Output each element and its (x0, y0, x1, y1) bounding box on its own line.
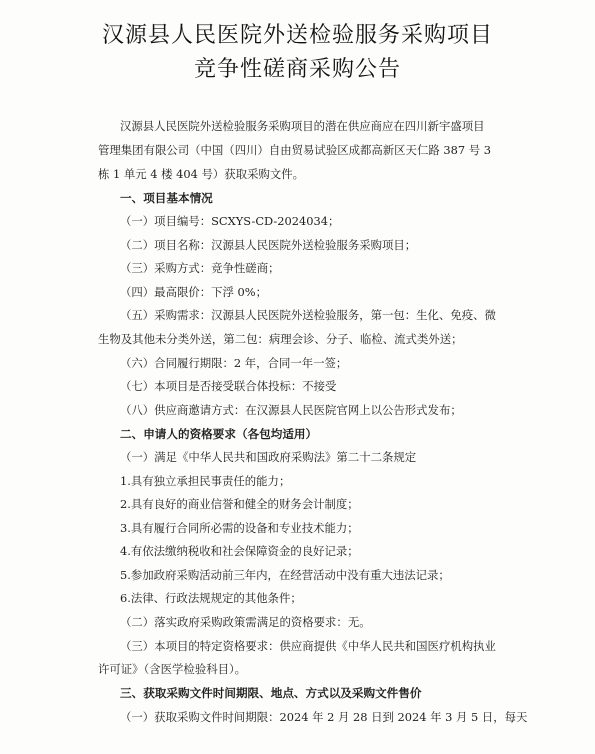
basic-info-line: 生物及其他未分类外送，第二包：病理会诊、分子、临检、流式类外送； (98, 332, 463, 346)
basic-info-line: （八）供应商邀请方式：在汉源县人民医院官网上以公告形式发布； (120, 403, 462, 417)
intro-line: 栋 1 单元 4 楼 404 号）获取采购文件。 (98, 167, 305, 181)
requirement-line: 6.法律、行政法规规定的其他条件； (120, 591, 302, 605)
requirement-line: （二）落实政府采购政策需满足的资格要求：无。 (120, 615, 371, 629)
requirement-line: 5.参加政府采购活动前三年内，在经营活动中没有重大违法记录； (120, 568, 450, 582)
requirement-line: 3.具有履行合同所必需的设备和专业技术能力； (120, 521, 359, 535)
requirement-line: （三）本项目的特定资格要求：供应商提供《中华人民共和国医疗机构执业 (120, 639, 496, 653)
basic-info-line: （三）采购方式：竞争性磋商； (120, 261, 280, 275)
requirement-line: 许可证》（含医学检验科目）。 (98, 662, 247, 676)
requirement-line: 2.具有良好的商业信誉和健全的财务会计制度； (120, 497, 359, 511)
basic-info-line: （一）项目编号：SCXYS-CD-2024034； (120, 214, 340, 228)
time-limit-line: （一）获取采购文件时间期限：2024 年 2 月 28 日到 2024 年 3 月 5 日，每天 (120, 710, 528, 724)
document-title-line-2: 竞争性磋商采购公告 (193, 57, 401, 82)
basic-info-line: （五）采购需求：汉源县人民医院外送检验服务，第一包：生化、免疫、微 (120, 308, 496, 322)
basic-info-line: （六）合同履行期限：2 年，合同一年一签； (120, 356, 348, 370)
section-heading-1: 一、项目基本情况 (120, 191, 213, 205)
section-heading-3: 三、获取采购文件时间期限、地点、方式以及采购文件售价 (120, 686, 422, 700)
intro-line: 汉源县人民医院外送检验服务采购项目的潜在供应商应在四川新宇盛项目 (120, 119, 485, 133)
document-title-line-1: 汉源县人民医院外送检验服务采购项目 (101, 23, 493, 48)
basic-info-line: （四）最高限价：下浮 0%； (120, 285, 267, 299)
requirement-line: 1.具有独立承担民事责任的能力； (120, 474, 291, 488)
basic-info-line: （七）本项目是否接受联合体投标：不接受 (120, 379, 337, 393)
intro-line: 管理集团有限公司（中国（四川）自由贸易试验区成都高新区天仁路 387 号 3 (98, 143, 491, 157)
requirement-line: 4.有依法缴纳税收和社会保障资金的良好记录； (120, 544, 359, 558)
section-heading-2: 二、申请人的资格要求（各包均适用） (120, 427, 318, 441)
basic-info-line: （二）项目名称：汉源县人民医院外送检验服务采购项目； (120, 238, 417, 252)
requirement-line: （一）满足《中华人民共和国政府采购法》第二十二条规定 (120, 450, 417, 464)
